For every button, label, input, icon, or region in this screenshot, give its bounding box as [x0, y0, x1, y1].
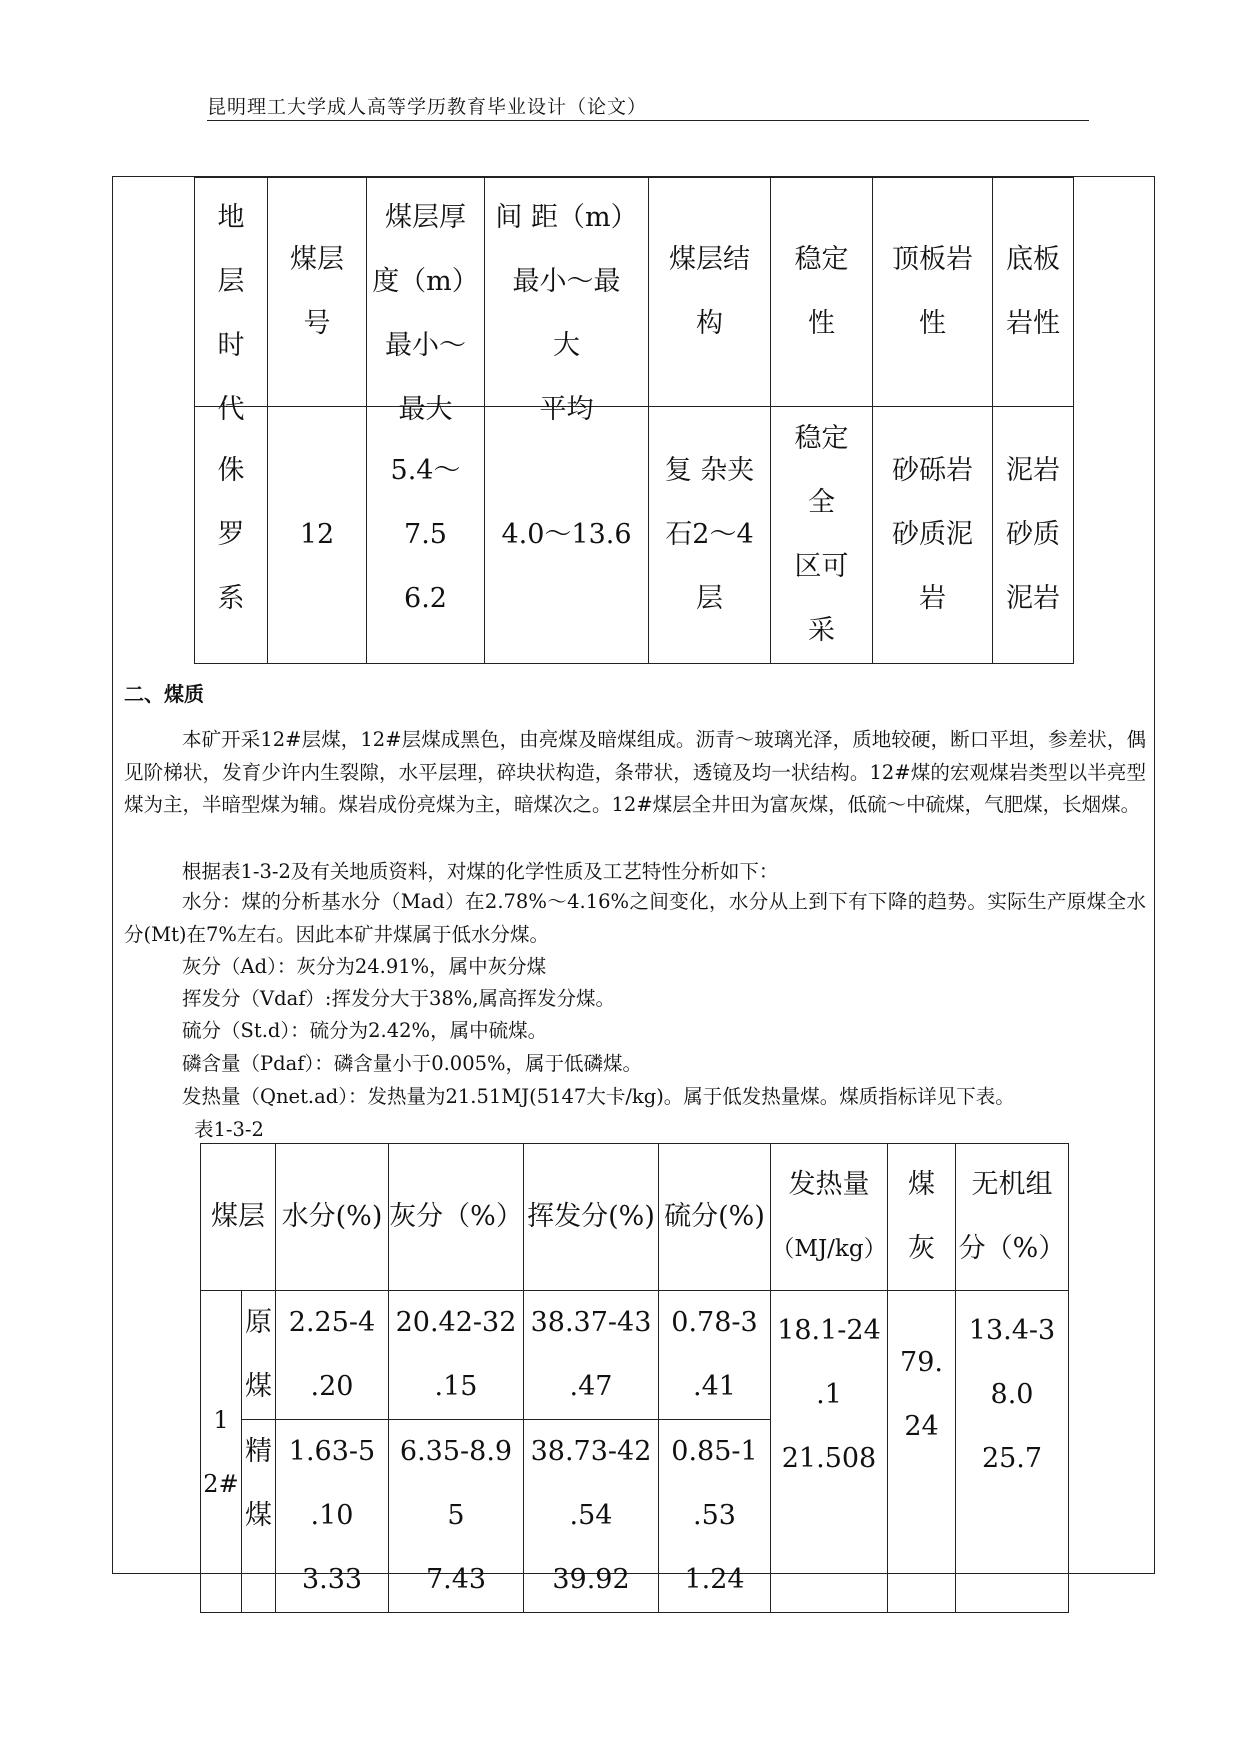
header-stability: 稳定 性 [771, 178, 873, 407]
header-roof-rock: 顶板岩 性 [873, 178, 993, 407]
paragraph-moisture: 水分：煤的分析基水分（Mad）在2.78%～4.16%之间变化，水分从上到下有下降的趋势。实际生产原煤全水分(Mt)在7%左右。因此本矿井煤属于低水分煤。 [124, 890, 1146, 946]
header-strata-age: 地 层 时 代 [195, 178, 268, 407]
cell-coal-ash: 79. 24 [888, 1291, 956, 1613]
cell-raw-moisture: 2.25-4 .20 [276, 1291, 389, 1420]
cell-seam-thickness: 5.4～ 7.5 6.2 [367, 407, 485, 664]
cell-raw-volatile: 38.37-43 .47 [524, 1291, 659, 1420]
section-title: 二、煤质 [124, 682, 204, 706]
paragraph-analysis-intro: 根据表1-3-2及有关地质资料，对煤的化学性质及工艺特性分析如下： [182, 860, 779, 883]
cell-clean-label: 精 煤 [242, 1420, 276, 1613]
line-volatile: 挥发分（Vdaf）:挥发分大于38%,属高挥发分煤。 [182, 987, 616, 1010]
header-seam: 煤层 [201, 1144, 276, 1291]
cell-roof-rock: 砂砾岩 砂质泥 岩 [873, 407, 993, 664]
paragraph-coal-description: 本矿开采12#层煤，12#层煤成黑色，由亮煤及暗煤组成。沥青～玻璃光泽，质地较硬，断口平坦，参差状，偶见阶梯状，发育少许内生裂隙，水平层理，碎块状构造，条带状，透镜及均一状结构。12#煤的宏观煤岩类型以半亮型煤为主，半暗型煤为辅。煤岩成份亮煤为主，暗煤次之。12#煤层全井田为富灰煤，低硫～中硫煤，气肥煤，长烟煤。 [124, 728, 1146, 816]
cell-raw-label: 原 煤 [242, 1291, 276, 1420]
cell-clean-ash: 6.35-8.9 5 7.43 [389, 1420, 524, 1613]
cell-floor-rock: 泥岩 砂质 泥岩 [993, 407, 1074, 664]
cell-raw-sulfur: 0.78-3 .41 [659, 1291, 771, 1420]
header-sulfur: 硫分(%) [659, 1144, 771, 1291]
quality-table-clip [200, 1143, 1070, 1595]
header-spacing: 间 距（m） 最小～最 大 平均 [485, 178, 649, 407]
page-header-title: 昆明理工大学成人高等学历教育毕业设计（论文） [207, 96, 648, 118]
cell-inorganic: 13.4-3 8.0 25.7 [956, 1291, 1069, 1613]
cell-seam-number: 12 [268, 407, 367, 664]
quality-table [200, 1143, 1069, 1613]
line-ash: 灰分（Ad）：灰分为24.91%，属中灰分煤 [182, 955, 547, 978]
table-caption: 表1-3-2 [194, 1118, 264, 1141]
cell-raw-ash: 20.42-32 .15 [389, 1291, 524, 1420]
header-floor-rock: 底板 岩性 [993, 178, 1074, 407]
cell-heat: 18.1-24 .1 21.508 [771, 1291, 888, 1613]
header-moisture: 水分(%) [276, 1144, 389, 1291]
header-inorganic: 无机组 分（%） [956, 1144, 1069, 1291]
header-coal-ash: 煤 灰 [888, 1144, 956, 1291]
cell-strata-age: 侏 罗 系 [195, 407, 268, 664]
header-heat: 发热量 （MJ/kg） [771, 1144, 888, 1291]
header-rule [207, 120, 1089, 121]
header-seam-structure: 煤层结 构 [649, 178, 771, 407]
line-sulfur: 硫分（St.d）：硫分为2.42%，属中硫煤。 [182, 1019, 548, 1042]
cell-spacing: 4.0～13.6 [485, 407, 649, 664]
cell-clean-sulfur: 0.85-1 .53 1.24 [659, 1420, 771, 1613]
cell-stability: 稳定 全 区可 采 [771, 407, 873, 664]
seam-table [194, 177, 1074, 664]
line-phosphorus: 磷含量（Pdaf）：磷含量小于0.005%，属于低磷煤。 [182, 1052, 643, 1075]
header-seam-number: 煤层 号 [268, 178, 367, 407]
cell-clean-moisture: 1.63-5 .10 3.33 [276, 1420, 389, 1613]
header-seam-thickness: 煤层厚 度（m） 最小～ 最大 [367, 178, 485, 407]
header-ash: 灰分（%） [389, 1144, 524, 1291]
cell-clean-volatile: 38.73-42 .54 39.92 [524, 1420, 659, 1613]
line-heat: 发热量（Qnet.ad）：发热量为21.51MJ(5147大卡/kg)。属于低发热量煤。煤质指标详见下表。 [182, 1085, 1015, 1108]
cell-seam-structure: 复 杂夹 石2～4 层 [649, 407, 771, 664]
cell-seam-label: 1 2# [201, 1291, 242, 1613]
header-volatile: 挥发分(%) [524, 1144, 659, 1291]
